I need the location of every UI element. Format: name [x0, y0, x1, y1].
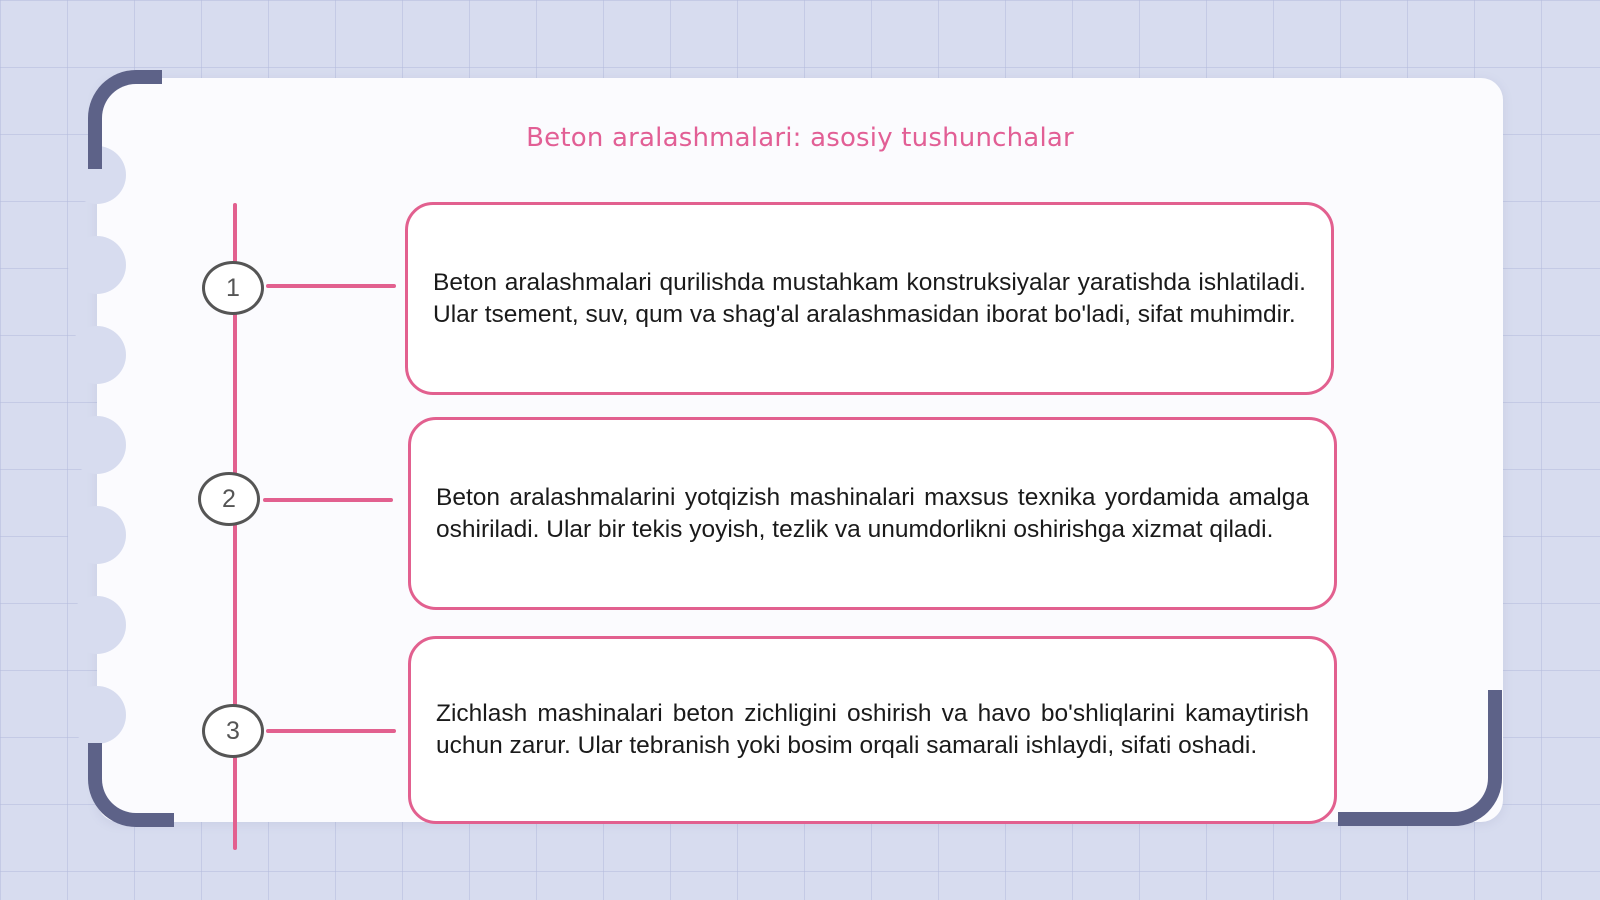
- timeline-connector: [263, 498, 393, 502]
- notebook-hole: [68, 236, 126, 294]
- slide-title: Beton aralashmalari: asosiy tushunchalar: [526, 123, 1074, 153]
- step-card-2: [408, 417, 1337, 610]
- step-card-3: [408, 636, 1337, 824]
- step-card-1: [405, 202, 1334, 395]
- notebook-hole: [68, 596, 126, 654]
- step-number-1: 1: [202, 261, 264, 315]
- timeline-connector: [266, 729, 396, 733]
- notebook-hole: [68, 416, 126, 474]
- step-text-2: Beton aralashmalarini yotqizish mashinalari maxsus texnika yordamida amalga oshiriladi. Ular bir tekis yoyish, tezlik va unumdorlikni oshirishga xizmat qiladi.: [436, 483, 1309, 543]
- step-text-3: Zichlash mashinalari beton zichligini oshirish va havo bo'shliqlarini kamaytirish uchun zarur. Ular tebranish yoki bosim orqali samarali ishlaydi, sifati oshadi.: [436, 700, 1309, 759]
- step-number-3: 3: [202, 704, 264, 758]
- corner-bracket-bottom-left: [88, 743, 174, 827]
- corner-bracket-bottom-right: [1338, 690, 1502, 826]
- corner-bracket-top-left: [88, 70, 162, 169]
- notebook-hole: [68, 686, 126, 744]
- step-text-1: Beton aralashmalari qurilishda mustahkam konstruksiyalar yaratishda ishlatiladi. Ular tsement, suv, qum va shag'al aralashmasidan iborat bo'ladi, sifat muhimdir.: [433, 268, 1306, 328]
- notebook-hole: [68, 506, 126, 564]
- timeline-connector: [266, 284, 396, 288]
- notebook-hole: [68, 326, 126, 384]
- step-number-2: 2: [198, 472, 260, 526]
